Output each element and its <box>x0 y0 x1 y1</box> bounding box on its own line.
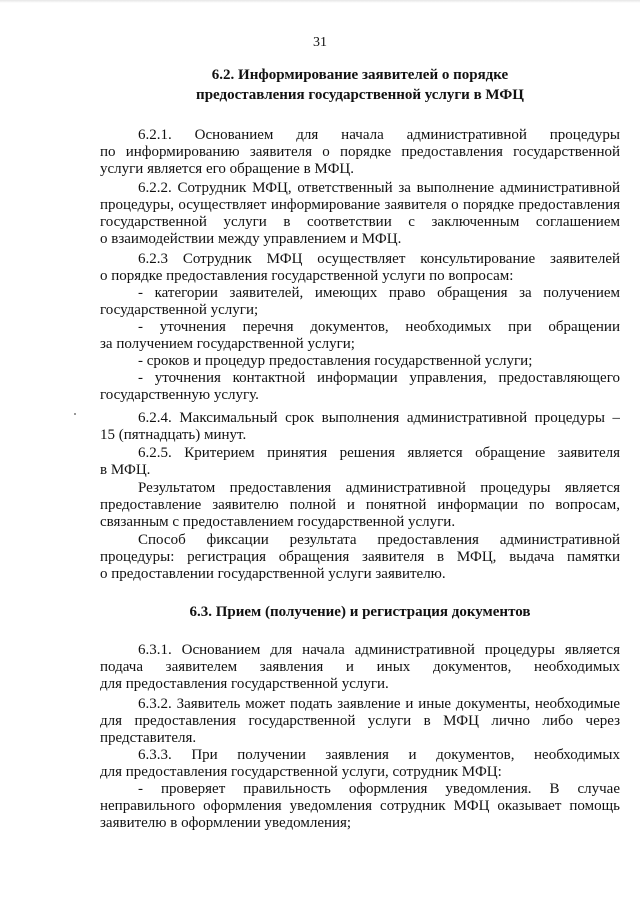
body-line: 6.3.2. Заявитель может подать заявление и иные документы, необходимые <box>138 696 620 712</box>
list-item-line: за получением государственной услуги; <box>100 336 355 352</box>
paragraph-6-2-5 <box>100 445 620 479</box>
paragraph-6-2-2 <box>100 180 620 248</box>
page-number: 31 <box>313 35 327 50</box>
body-line: Способ фиксации результата предоставления административной <box>138 532 620 548</box>
scan-top-edge <box>0 0 640 3</box>
paragraph-6-3-1 <box>100 642 620 693</box>
paragraph-fixation <box>100 532 620 583</box>
paragraph-6-2-4 <box>100 410 620 444</box>
paragraph-6-3-2 <box>100 696 620 747</box>
body-line: для предоставления государственной услуги. <box>100 676 389 692</box>
list-item-line: - категории заявителей, имеющих право обращения за получением <box>138 285 620 301</box>
body-line: о предоставлении государственной услуги заявителю. <box>100 566 446 582</box>
body-line: 6.2.4. Максимальный срок выполнения административной процедуры – <box>138 410 620 426</box>
body-line: 6.2.2. Сотрудник МФЦ, ответственный за выполнение административной <box>138 180 620 196</box>
list-item-line: заявителю в оформлении уведомления; <box>100 815 352 831</box>
body-line: предоставление заявителю полной и понятной информации по вопросам, <box>100 497 620 513</box>
paragraph-result <box>100 480 620 531</box>
list-item-line: государственную услугу. <box>100 387 259 403</box>
list-item-line: неправильного оформления уведомления сотрудник МФЦ оказывает помощь <box>100 798 620 814</box>
body-line: представителя. <box>100 730 197 746</box>
body-line: 6.3.3. При получении заявления и документов, необходимых <box>138 747 620 763</box>
body-line: государственной услуги в соответствии с заключенным соглашением <box>100 214 620 230</box>
body-line: услуги является его обращение в МФЦ. <box>100 161 354 177</box>
body-line: 6.2.3 Сотрудник МФЦ осуществляет консультирование заявителей <box>138 251 620 267</box>
body-line: Результатом предоставления административной процедуры является <box>138 480 620 496</box>
section-6-2-title-line: 6.2. Информирование заявителей о порядке <box>211 67 509 83</box>
body-line: 15 (пятнадцать) минут. <box>100 427 247 443</box>
list-item-line: - проверяет правильность оформления уведомления. В случае <box>138 781 620 797</box>
paragraph-6-3-3 <box>100 747 620 832</box>
section-6-3-title <box>100 602 620 622</box>
list-item-line: - уточнения перечня документов, необходимых при обращении <box>138 319 620 335</box>
list-item-line: - уточнения контактной информации управления, предоставляющего <box>138 370 620 386</box>
body-line: процедуры, осуществляет информирование заявителя о порядке предоставления <box>100 197 620 213</box>
body-line: о порядке предоставления государственной услуги по вопросам: <box>100 268 514 284</box>
section-6-2-body <box>100 127 620 178</box>
body-line: процедуры: регистрация обращения заявителя в МФЦ, выдача памятки <box>100 549 620 565</box>
section-6-2-title <box>100 65 620 105</box>
list-item-line: - сроков и процедур предоставления государственной услуги; <box>138 353 533 369</box>
body-line: 6.2.5. Критерием принятия решения является обращение заявителя <box>138 445 620 461</box>
body-line: по информированию заявителя о порядке предоставления государственной <box>100 144 620 160</box>
body-line: о взаимодействии между управлением и МФЦ. <box>100 231 402 247</box>
paragraph-6-2-3 <box>100 251 620 404</box>
body-line: в МФЦ. <box>100 462 151 478</box>
body-line: для предоставления государственной услуги в МФЦ лично либо через <box>100 713 620 729</box>
body-line: 6.3.1. Основанием для начала административной процедуры является <box>138 642 620 658</box>
body-line: 6.2.1. Основанием для начала административной процедуры <box>138 127 620 143</box>
body-line: для предоставления государственной услуги, сотрудник МФЦ: <box>100 764 502 780</box>
section-6-3-title-line: 6.3. Прием (получение) и регистрация документов <box>189 604 531 620</box>
body-line: связанным с предоставлением государственной услуги. <box>100 514 456 530</box>
scan-speck <box>74 413 76 415</box>
body-line: подача заявителем заявления и иных документов, необходимых <box>100 659 620 675</box>
list-item-line: государственной услуги; <box>100 302 259 318</box>
section-6-2-title-line: предоставления государственной услуги в МФЦ <box>196 87 524 103</box>
